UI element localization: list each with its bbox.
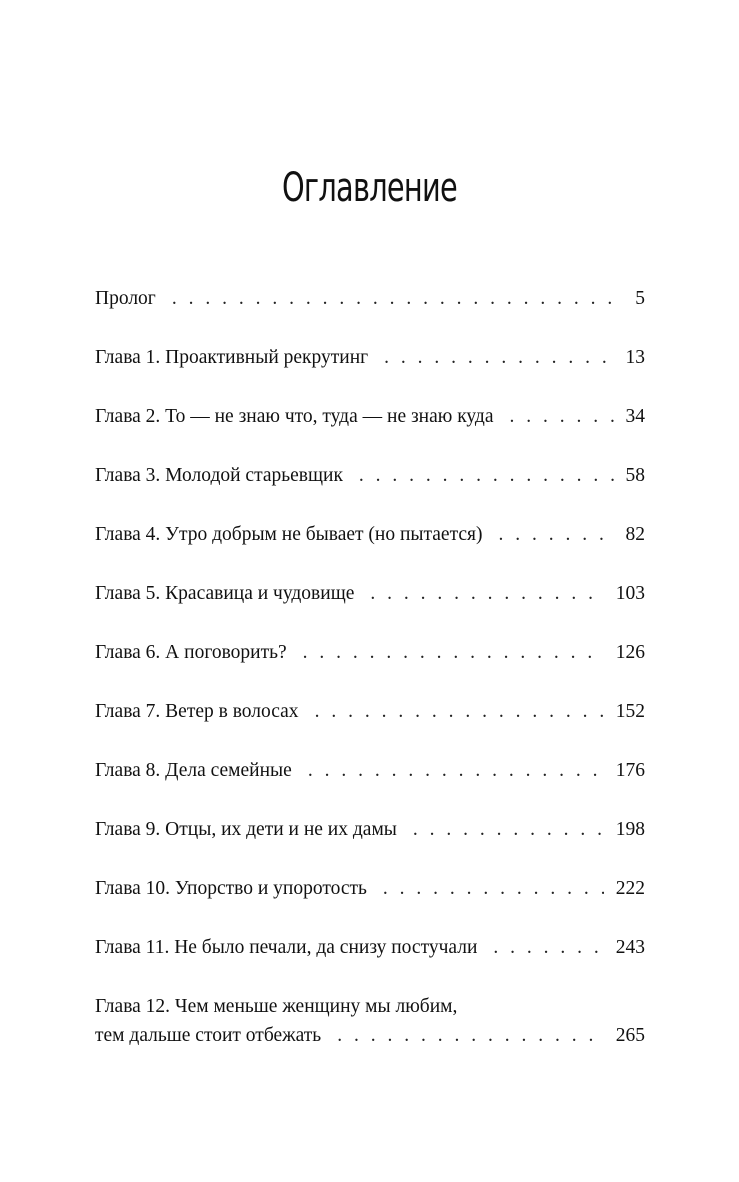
toc-entry-page: 103 — [615, 583, 645, 604]
toc-entry-label: Глава 3. Молодой старьевщик — [95, 465, 343, 486]
dot-leader — [384, 343, 613, 372]
toc-entry-chapter-9 — [95, 815, 645, 844]
toc-entry-page: 265 — [615, 1025, 645, 1046]
dot-leader — [493, 933, 603, 962]
dot-leader — [303, 638, 604, 667]
toc-entry-page: 126 — [615, 642, 645, 663]
dot-leader — [308, 756, 604, 785]
dot-leader — [315, 697, 604, 726]
toc-entry-chapter-1 — [95, 343, 645, 372]
toc-entry-label-line1: Глава 12. Чем меньше женщину мы любим, — [95, 996, 458, 1017]
toc-entry-page: 82 — [625, 524, 645, 545]
dot-leader — [337, 1021, 604, 1050]
toc-entry-label: Глава 6. А поговорить? — [95, 642, 287, 663]
toc-entry-label: Глава 10. Упорство и упоротость — [95, 878, 367, 899]
toc-entry-prologue — [95, 284, 645, 313]
toc-entry-label: Пролог — [95, 288, 156, 309]
toc-entry-label: Глава 8. Дела семейные — [95, 760, 292, 781]
toc-entry-page: 243 — [615, 937, 645, 958]
toc-entry-chapter-6 — [95, 638, 645, 667]
toc-entry-label: Глава 1. Проактивный рекрутинг — [95, 347, 369, 368]
dot-leader — [510, 402, 614, 431]
toc-entry-chapter-2 — [95, 402, 645, 431]
toc-entry-label-line2: тем дальше стоит отбежать — [95, 1025, 322, 1046]
dot-leader — [359, 461, 614, 490]
toc-entry-label: Глава 9. Отцы, их дети и не их дамы — [95, 819, 397, 840]
toc-entry-label: Глава 7. Ветер в волосах — [95, 701, 299, 722]
toc-entry-chapter-5 — [95, 579, 645, 608]
toc-entry-page: 34 — [625, 406, 645, 427]
toc-entry-page: 176 — [615, 760, 645, 781]
toc-entry-chapter-12 — [95, 992, 645, 1050]
toc-entry-chapter-11 — [95, 933, 645, 962]
dot-leader — [370, 579, 603, 608]
table-of-contents — [95, 284, 645, 1050]
toc-entry-page: 13 — [625, 347, 645, 368]
toc-entry-page: 5 — [635, 288, 645, 309]
dot-leader — [413, 815, 604, 844]
toc-entry-chapter-3 — [95, 461, 645, 490]
toc-entry-label: Глава 11. Не было печали, да снизу постучали — [95, 937, 478, 958]
toc-entry-page: 222 — [615, 878, 645, 899]
toc-entry-label: Глава 5. Красавица и чудовище — [95, 583, 355, 604]
dot-leader — [383, 874, 604, 903]
toc-entry-page: 58 — [625, 465, 645, 486]
toc-entry-chapter-4 — [95, 520, 645, 549]
toc-entry-chapter-10 — [95, 874, 645, 903]
page-title: Оглавление — [281, 164, 458, 211]
toc-entry-chapter-8 — [95, 756, 645, 785]
toc-entry-page: 152 — [615, 701, 645, 722]
toc-entry-page: 198 — [615, 819, 645, 840]
toc-entry-label: Глава 4. Утро добрым не бывает (но пытается) — [95, 524, 483, 545]
dot-leader — [172, 284, 623, 313]
dot-leader — [498, 520, 613, 549]
toc-entry-chapter-7 — [95, 697, 645, 726]
toc-entry-label: Глава 2. То — не знаю что, туда — не знаю куда — [95, 406, 494, 427]
